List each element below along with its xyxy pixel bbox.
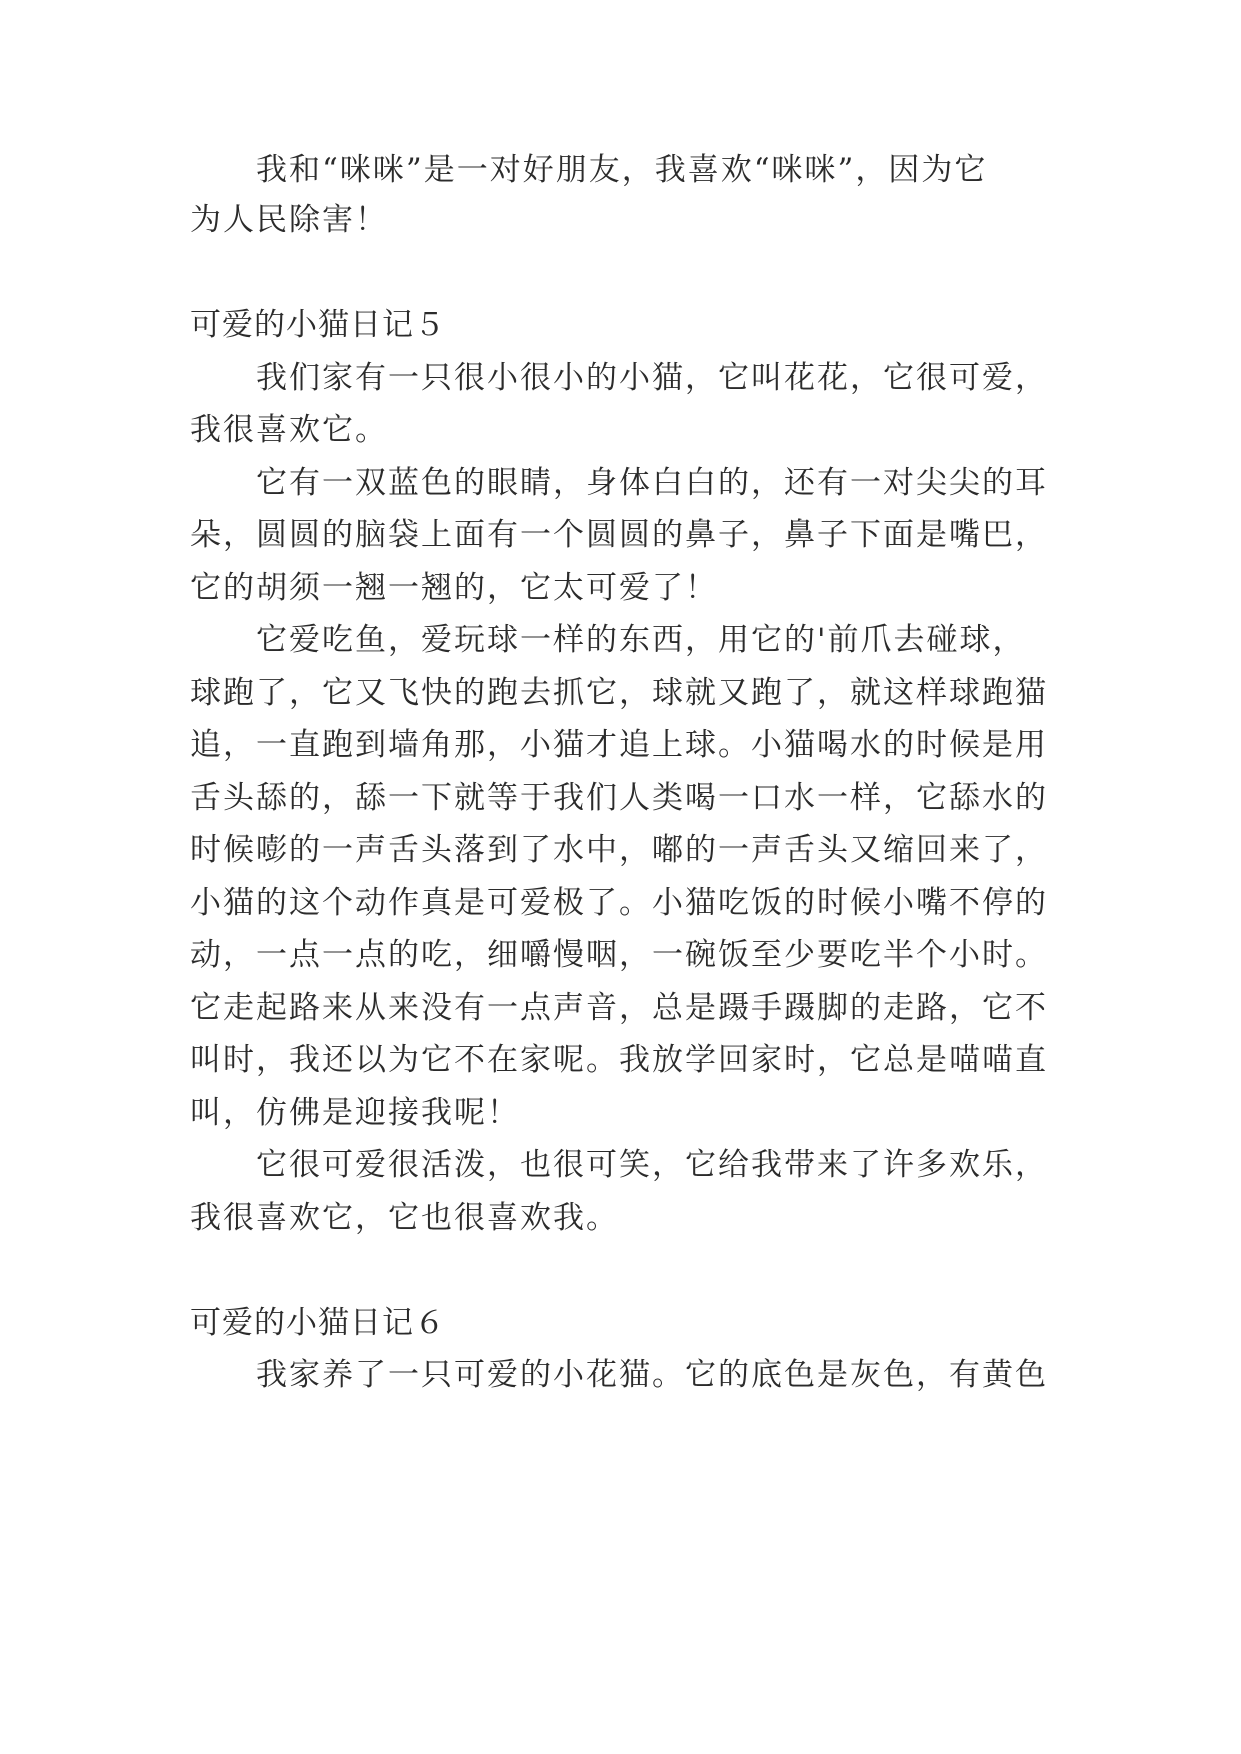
section-heading-5: 可爱的小猫日记５ (190, 307, 446, 343)
paragraph-line: 我家养了一只可爱的小花猫。它的底色是灰色，有黄色 (256, 1357, 1048, 1393)
paragraph-line: 球跑了，它又飞快的跑去抓它，球就又跑了，就这样球跑猫 (190, 675, 1048, 711)
section-heading-6: 可爱的小猫日记６ (190, 1305, 446, 1341)
paragraph-line: 它爱吃鱼，爱玩球一样的东西，用它的'前爪去碰球， (256, 622, 1026, 658)
paragraph-line: 朵，圆圆的脑袋上面有一个圆圆的鼻子，鼻子下面是嘴巴， (190, 517, 1048, 553)
paragraph-line: 小猫的这个动作真是可爱极了。小猫吃饭的时候小嘴不停的 (190, 885, 1048, 921)
paragraph-line: 我很喜欢它，它也很喜欢我。 (190, 1200, 619, 1236)
paragraph-line: 追，一直跑到墙角那，小猫才追上球。小猫喝水的时候是用 (190, 727, 1048, 763)
paragraph-line: 我和“咪咪”是一对好朋友，我喜欢“咪咪”，因为它 (256, 152, 988, 188)
paragraph-line: 它有一双蓝色的眼睛，身体白白的，还有一对尖尖的耳 (256, 465, 1048, 501)
paragraph-line: 动，一点一点的吃，细嚼慢咽，一碗饭至少要吃半个小时。 (190, 937, 1048, 973)
paragraph-line: 它很可爱很活泼，也很可笑，它给我带来了许多欢乐， (256, 1147, 1048, 1183)
paragraph-line: 舌头舔的，舔一下就等于我们人类喝一口水一样，它舔水的 (190, 780, 1048, 816)
paragraph-line: 它走起路来从来没有一点声音，总是蹑手蹑脚的走路，它不 (190, 990, 1048, 1026)
paragraph-line: 叫时，我还以为它不在家呢。我放学回家时，它总是喵喵直 (190, 1042, 1048, 1078)
paragraph-line: 为人民除害！ (190, 202, 388, 238)
paragraph-line: 时候嘭的一声舌头落到了水中，嘟的一声舌头又缩回来了， (190, 832, 1048, 868)
paragraph-line: 我们家有一只很小很小的小猫，它叫花花，它很可爱， (256, 360, 1048, 396)
paragraph-line: 叫，仿佛是迎接我呢！ (190, 1095, 520, 1131)
paragraph-line: 我很喜欢它。 (190, 412, 388, 448)
paragraph-line: 它的胡须一翘一翘的，它太可爱了！ (190, 570, 718, 606)
